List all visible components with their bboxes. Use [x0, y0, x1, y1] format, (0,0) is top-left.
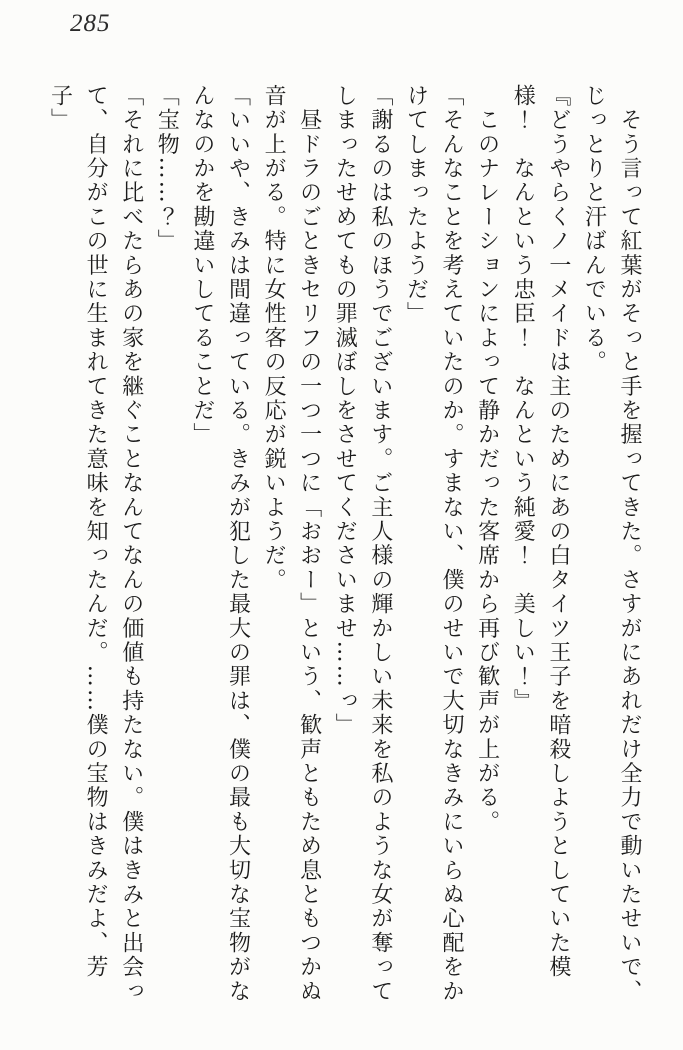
text-column: 「宝物……？」: [154, 84, 180, 254]
text-column: 「それに比べたらあの家を継ぐことなんてなんの価値も持たない。僕はきみと出会っ: [118, 84, 144, 1004]
text-column: て、自分がこの世に生まれてきた意味を知ったんだ。……僕の宝物はきみだよ、芳: [83, 84, 109, 980]
text-column: んなのかを勘違いしてることだ」: [189, 84, 215, 447]
text-column: 「謝るのは私のほうでございます。ご主人様の輝かしい未来を私のような女が奪って: [367, 84, 393, 1004]
text-column: しまったせめてもの罪滅ぼしをさせてくださいませ……っ」: [332, 84, 358, 738]
text-column: 『どうやらくノ一メイドは主のためにあの白タイツ王子を暗殺しようとしていた模: [545, 84, 571, 980]
text-column: 音が上がる。特に女性客の反応が鋭いようだ。: [261, 84, 287, 593]
text-column: 昼ドラのごときセリフの一つ一つに「おおー」という、歓声ともため息ともつかぬ: [296, 84, 322, 1004]
text-column: そう言って紅葉がそっと手を握ってきた。さすがにあれだけ全力で動いたせいで、: [617, 84, 642, 1004]
text-column: 「そんなことを考えていたのか。すまない、僕のせいで大切なきみにいらぬ心配をか: [439, 84, 465, 1004]
text-column: けてしまったようだ」: [403, 84, 429, 326]
page-number: 285: [70, 10, 111, 37]
text-column: このナレーションによって静かだった客席から再び歓声が上がる。: [474, 84, 500, 835]
text-column: 「いいや、きみは間違っている。きみが犯した最大の罪は、僕の最も大切な宝物がな: [225, 84, 251, 1004]
text-column: じっとりと汗ばんでいる。: [581, 84, 607, 375]
vertical-text-block: [42, 84, 647, 1030]
text-column: 様！ なんという忠臣！ なんという純愛！ 美しい！』: [510, 84, 536, 714]
text-column: 子」: [47, 84, 73, 133]
